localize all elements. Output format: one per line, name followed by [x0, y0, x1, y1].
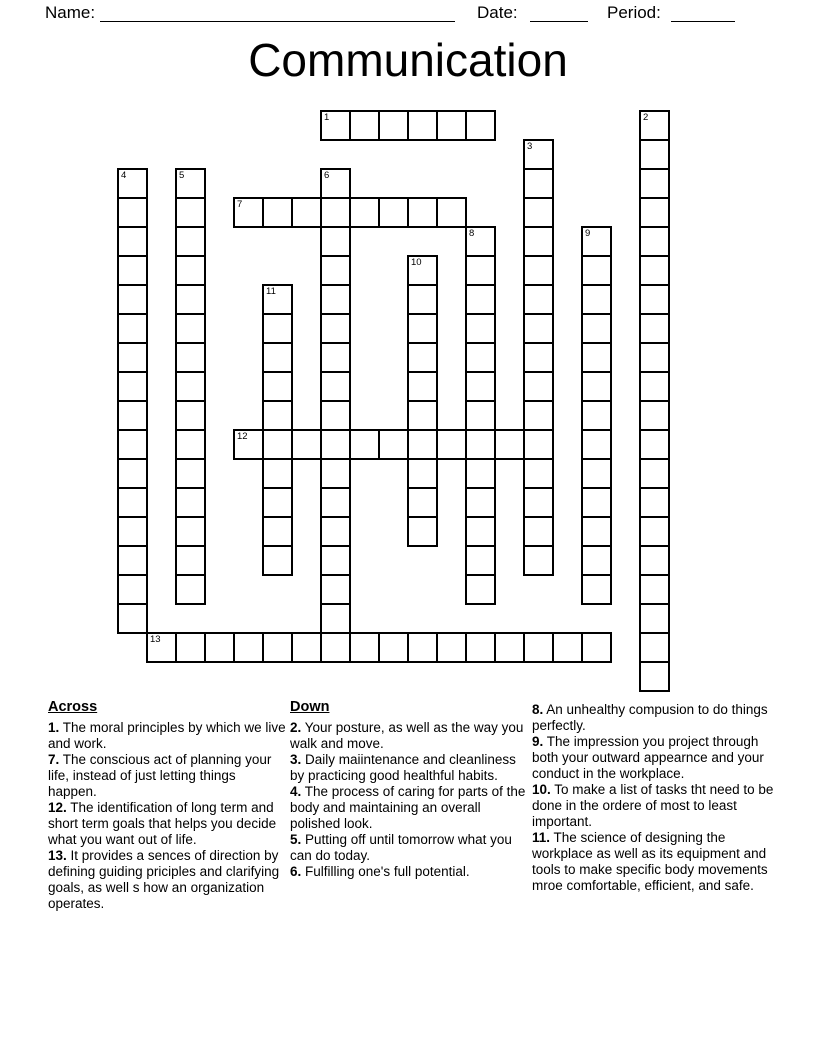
grid-cell — [407, 342, 438, 373]
grid-cell — [639, 516, 670, 547]
grid-cell — [552, 632, 583, 663]
grid-cell — [639, 284, 670, 315]
grid-cell — [320, 487, 351, 518]
grid-cell — [639, 371, 670, 402]
grid-cell — [523, 284, 554, 315]
grid-cell — [117, 516, 148, 547]
grid-cell — [494, 632, 525, 663]
grid-cell — [581, 458, 612, 489]
grid-cell-6 — [320, 168, 351, 199]
grid-cell — [639, 255, 670, 286]
grid-cell-number: 4 — [121, 170, 127, 181]
grid-cell — [465, 400, 496, 431]
grid-cell — [117, 574, 148, 605]
grid-cell-4 — [117, 168, 148, 199]
name-label: Name: — [45, 3, 96, 22]
grid-cell — [117, 458, 148, 489]
grid-cell — [320, 371, 351, 402]
grid-cell — [465, 487, 496, 518]
grid-cell — [523, 313, 554, 344]
grid-cell — [639, 168, 670, 199]
clue-text: The moral principles by which we live and work. — [48, 720, 286, 751]
grid-cell — [175, 371, 206, 402]
clue-text: The process of caring for parts of the body and maintaining an overall polished look. — [290, 784, 526, 831]
grid-cell — [262, 371, 293, 402]
date-label: Date: — [477, 3, 518, 22]
grid-cell-number: 6 — [324, 170, 330, 181]
grid-cell-8 — [465, 226, 496, 257]
grid-cell-12 — [233, 429, 264, 460]
grid-cell — [378, 110, 409, 141]
grid-cell — [407, 197, 438, 228]
clue-number: 4. — [290, 784, 302, 799]
grid-cell — [581, 284, 612, 315]
across-clues-list — [48, 720, 286, 912]
date-blank-line — [530, 2, 588, 22]
grid-cell-1 — [320, 110, 351, 141]
grid-cell — [320, 400, 351, 431]
grid-cell — [639, 487, 670, 518]
grid-cell-7 — [233, 197, 264, 228]
grid-cell — [320, 458, 351, 489]
clue-12 — [48, 800, 286, 848]
grid-cell — [117, 545, 148, 576]
grid-cell — [175, 400, 206, 431]
grid-cell — [465, 284, 496, 315]
grid-cell — [465, 574, 496, 605]
clue-number: 10. — [532, 782, 551, 797]
grid-cell — [233, 632, 264, 663]
grid-cell — [465, 545, 496, 576]
grid-cell — [639, 603, 670, 634]
clue-number: 7. — [48, 752, 60, 767]
clue-text: The conscious act of planning your life, instead of just letting things happen. — [48, 752, 272, 799]
period-label: Period: — [607, 3, 661, 22]
grid-cell — [523, 458, 554, 489]
grid-cell — [175, 313, 206, 344]
clue-number: 6. — [290, 864, 302, 879]
grid-cell — [465, 255, 496, 286]
grid-cell — [465, 342, 496, 373]
grid-cell — [262, 487, 293, 518]
clue-number: 3. — [290, 752, 302, 767]
clue-text: It provides a sences of direction by defining guiding priciples and clarifying goals, as well s how an organization operates. — [48, 848, 280, 911]
grid-cell-10 — [407, 255, 438, 286]
clue-text: The impression you project through both your outward appearnce and your conduct in the workplace. — [532, 734, 764, 781]
grid-cell — [175, 458, 206, 489]
grid-cell — [349, 197, 380, 228]
grid-cell — [175, 342, 206, 373]
period-blank-line — [671, 2, 735, 22]
grid-cell — [639, 313, 670, 344]
grid-cell — [117, 284, 148, 315]
grid-cell — [117, 255, 148, 286]
grid-cell — [291, 429, 322, 460]
grid-cell-11 — [262, 284, 293, 315]
clue-number: 11. — [532, 830, 551, 845]
clue-8 — [532, 702, 774, 734]
grid-cell — [639, 458, 670, 489]
grid-cell — [581, 255, 612, 286]
grid-cell — [494, 429, 525, 460]
grid-cell — [117, 603, 148, 634]
grid-cell-number: 11 — [266, 286, 276, 297]
grid-cell — [117, 342, 148, 373]
grid-cell — [465, 313, 496, 344]
grid-cell — [117, 226, 148, 257]
clue-9 — [532, 734, 774, 782]
clue-text: Putting off until tomorrow what you can do today. — [290, 832, 512, 863]
grid-cell — [523, 168, 554, 199]
grid-cell — [320, 197, 351, 228]
grid-cell — [175, 516, 206, 547]
clue-number: 1. — [48, 720, 60, 735]
grid-cell — [262, 458, 293, 489]
grid-cell — [378, 197, 409, 228]
grid-cell — [639, 574, 670, 605]
grid-cell — [639, 226, 670, 257]
clue-text: An unhealthy compusion to do things perfectly. — [532, 702, 768, 733]
grid-cell — [581, 545, 612, 576]
down-clues-list-1 — [290, 720, 528, 880]
down-heading: Down — [290, 699, 330, 715]
grid-cell — [581, 313, 612, 344]
grid-cell — [175, 545, 206, 576]
grid-cell — [523, 255, 554, 286]
grid-cell — [291, 197, 322, 228]
grid-cell — [117, 429, 148, 460]
grid-cell — [523, 197, 554, 228]
clue-6 — [290, 864, 528, 880]
grid-cell — [262, 632, 293, 663]
grid-cell-number: 2 — [643, 112, 649, 123]
grid-cell — [407, 632, 438, 663]
name-blank-line — [100, 2, 455, 22]
grid-cell — [175, 632, 206, 663]
clue-text: Daily maiintenance and cleanliness by practicing good healthful habits. — [290, 752, 516, 783]
grid-cell — [639, 342, 670, 373]
grid-cell — [639, 632, 670, 663]
grid-cell — [175, 284, 206, 315]
grid-cell — [639, 400, 670, 431]
clue-13 — [48, 848, 286, 912]
grid-cell — [320, 545, 351, 576]
grid-cell — [465, 516, 496, 547]
grid-cell — [407, 313, 438, 344]
grid-cell — [407, 487, 438, 518]
down-clues-column-1 — [290, 699, 528, 880]
grid-cell — [523, 429, 554, 460]
grid-cell-number: 7 — [237, 199, 243, 210]
clue-number: 5. — [290, 832, 302, 847]
grid-cell — [436, 429, 467, 460]
grid-cell — [523, 342, 554, 373]
grid-cell — [175, 429, 206, 460]
grid-cell-5 — [175, 168, 206, 199]
across-heading: Across — [48, 699, 98, 715]
down-clues-list-2 — [532, 702, 774, 894]
grid-cell-number: 12 — [237, 431, 248, 442]
grid-cell — [320, 632, 351, 663]
grid-cell — [117, 400, 148, 431]
clue-text: To make a list of tasks tht need to be done in the ordere of most to least important. — [532, 782, 774, 829]
clue-10 — [532, 782, 774, 830]
clue-number: 8. — [532, 702, 544, 717]
grid-cell — [581, 400, 612, 431]
grid-cell-number: 8 — [469, 228, 475, 239]
grid-cell — [349, 632, 380, 663]
grid-cell — [581, 574, 612, 605]
grid-cell — [262, 400, 293, 431]
grid-cell — [581, 487, 612, 518]
grid-cell — [320, 226, 351, 257]
grid-cell — [436, 632, 467, 663]
grid-cell — [175, 197, 206, 228]
grid-cell — [639, 429, 670, 460]
grid-cell — [262, 516, 293, 547]
grid-cell-2 — [639, 110, 670, 141]
grid-cell-3 — [523, 139, 554, 170]
grid-cell — [407, 429, 438, 460]
clue-5 — [290, 832, 528, 864]
grid-cell — [320, 603, 351, 634]
across-clues-column — [48, 699, 286, 912]
clue-text: Fulfilling one's full potential. — [301, 864, 470, 879]
clue-11 — [532, 830, 774, 894]
grid-cell — [523, 516, 554, 547]
grid-cell — [581, 632, 612, 663]
grid-cell — [320, 574, 351, 605]
clue-7 — [48, 752, 286, 800]
grid-cell-number: 10 — [411, 257, 422, 268]
clue-number: 9. — [532, 734, 544, 749]
grid-cell — [639, 197, 670, 228]
grid-cell — [349, 429, 380, 460]
clue-text: Your posture, as well as the way you walk and move. — [290, 720, 524, 751]
grid-cell — [175, 487, 206, 518]
grid-cell — [465, 632, 496, 663]
grid-cell — [262, 197, 293, 228]
grid-cell — [320, 284, 351, 315]
grid-cell-number: 9 — [585, 228, 591, 239]
grid-cell-number: 5 — [179, 170, 185, 181]
grid-cell — [581, 516, 612, 547]
grid-cell — [175, 574, 206, 605]
grid-cell — [523, 487, 554, 518]
grid-cell — [465, 429, 496, 460]
grid-cell-number: 13 — [150, 634, 161, 645]
grid-cell — [523, 371, 554, 402]
grid-cell — [581, 429, 612, 460]
grid-cell — [117, 197, 148, 228]
grid-cell — [320, 313, 351, 344]
clue-4 — [290, 784, 528, 832]
clue-number: 2. — [290, 720, 302, 735]
grid-cell — [262, 342, 293, 373]
grid-cell — [465, 371, 496, 402]
grid-cell — [407, 458, 438, 489]
down-clues-column-2 — [532, 702, 774, 894]
grid-cell — [175, 255, 206, 286]
grid-cell — [407, 371, 438, 402]
grid-cell — [465, 458, 496, 489]
grid-cell — [465, 110, 496, 141]
grid-cell — [117, 371, 148, 402]
grid-cell-number: 3 — [527, 141, 533, 152]
grid-cell — [262, 545, 293, 576]
grid-cell — [407, 110, 438, 141]
grid-cell — [639, 661, 670, 692]
grid-cell — [378, 429, 409, 460]
grid-cell — [407, 284, 438, 315]
clue-number: 12. — [48, 800, 67, 815]
grid-cell — [320, 342, 351, 373]
grid-cell — [407, 516, 438, 547]
grid-cell — [320, 429, 351, 460]
grid-cell — [523, 632, 554, 663]
clue-text: The science of designing the workplace as well as its equipment and tools to make specific body movements mroe comfortable, efficient, and safe. — [532, 830, 768, 893]
clue-2 — [290, 720, 528, 752]
puzzle-title: Communication — [248, 34, 568, 86]
grid-cell — [407, 400, 438, 431]
grid-cell — [436, 110, 467, 141]
clue-number: 13. — [48, 848, 67, 863]
grid-cell — [436, 197, 467, 228]
grid-cell — [581, 371, 612, 402]
clue-1 — [48, 720, 286, 752]
grid-cell-number: 1 — [324, 112, 330, 123]
grid-cell — [639, 139, 670, 170]
grid-cell — [262, 429, 293, 460]
grid-cell — [320, 255, 351, 286]
grid-cell — [523, 400, 554, 431]
grid-cell — [204, 632, 235, 663]
grid-cell — [175, 226, 206, 257]
grid-cell — [523, 545, 554, 576]
grid-cell — [581, 342, 612, 373]
crossword-grid — [117, 110, 670, 692]
grid-cell — [378, 632, 409, 663]
grid-cell-13 — [146, 632, 177, 663]
clue-text: The identification of long term and short term goals that helps you decide what you want out of life. — [48, 800, 277, 847]
grid-cell — [262, 313, 293, 344]
grid-cell-9 — [581, 226, 612, 257]
grid-cell — [349, 110, 380, 141]
grid-cell — [291, 632, 322, 663]
grid-cell — [523, 226, 554, 257]
grid-cell — [117, 313, 148, 344]
grid-cell — [117, 487, 148, 518]
grid-cell — [320, 516, 351, 547]
clue-3 — [290, 752, 528, 784]
grid-cell — [639, 545, 670, 576]
